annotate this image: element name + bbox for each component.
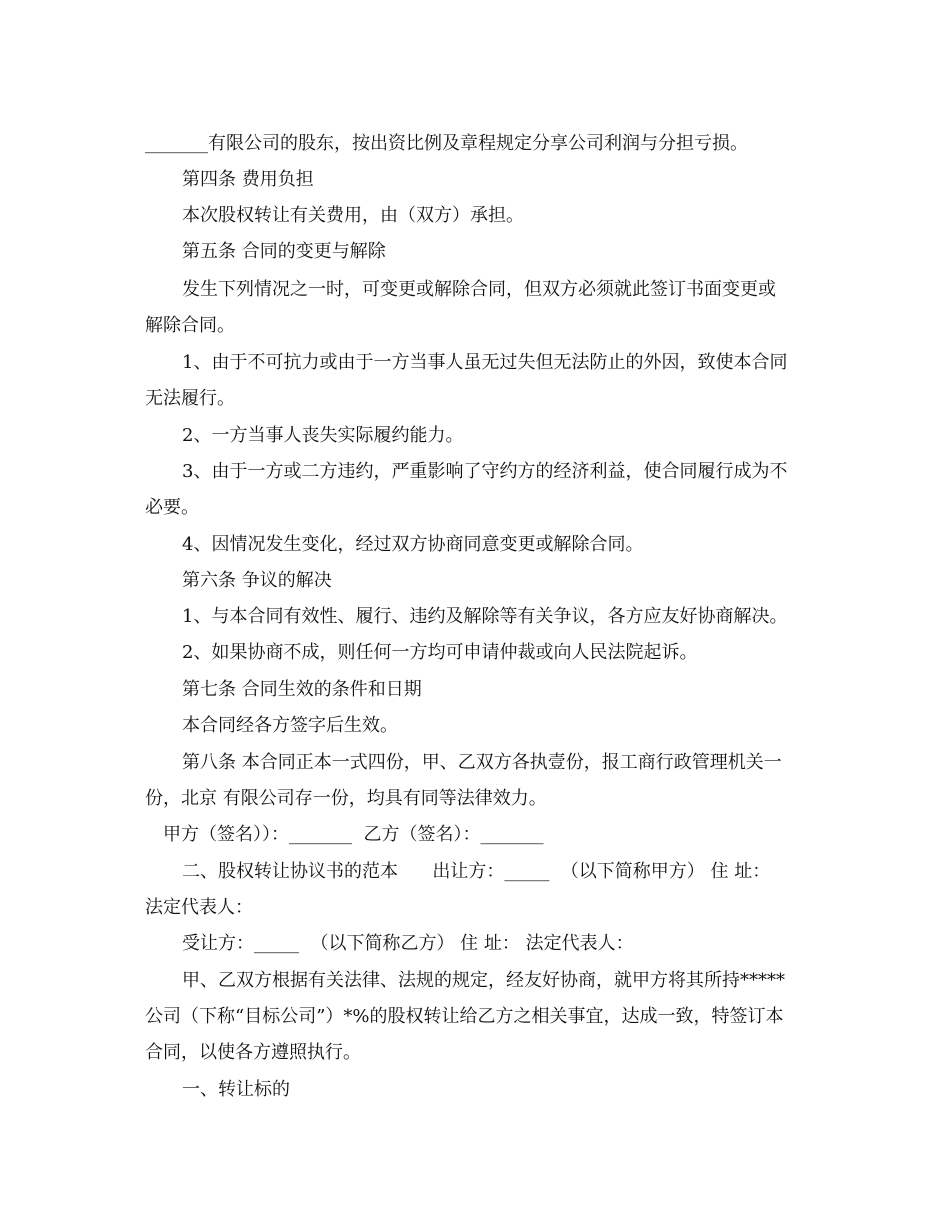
text-line: 发生下列情况之一时，可变更或解除合同，但双方必须就此签订书面变更或 (182, 279, 776, 300)
text-line: 1、由于不可抗力或由于一方当事人虽无过失但无法防止的外因，致使本合同 (182, 352, 788, 373)
section-heading: 第五条 合同的变更与解除 (182, 241, 386, 262)
text-line: _______有限公司的股东，按出资比例及章程规定分享公司利润与分担亏损。 (145, 133, 748, 154)
text-line: 4、因情况发生变化，经过双方协商同意变更或解除合同。 (182, 534, 644, 555)
text-line: 法定代表人： (145, 897, 253, 918)
text-line: 2、如果协商不成，则任何一方均可申请仲裁或向人民法院起诉。 (182, 642, 698, 663)
text-line: 甲、乙双方根据有关法律、法规的规定，经友好协商，就甲方将其所持***** (182, 970, 785, 991)
text-line: 本合同经各方签字后生效。 (182, 715, 398, 736)
text-line: 受让方：_____ （以下简称乙方） 住 址： 法定代表人： (182, 933, 634, 954)
text-line: 合同，以使各方遵照执行。 (145, 1042, 361, 1063)
section-heading: 第六条 争议的解决 (182, 570, 332, 591)
section-heading: 第四条 费用负担 (182, 169, 314, 190)
text-line: 第八条 本合同正本一式四份，甲、乙双方各执壹份，报工商行政管理机关一 (182, 752, 782, 773)
text-line: 2、一方当事人丧失实际履约能力。 (182, 425, 464, 446)
text-line: 本次股权转让有关费用，由（双方）承担。 (182, 205, 524, 226)
text-line: 份，北京 有限公司存一份，均具有同等法律效力。 (145, 788, 547, 809)
text-line: 无法履行。 (145, 388, 235, 409)
section-heading: 一、转让标的 (182, 1079, 290, 1100)
section-heading: 二、股权转让协议书的范本 出让方：_____ （以下简称甲方） 住 址： (182, 861, 771, 882)
section-heading: 第七条 合同生效的条件和日期 (182, 679, 422, 700)
text-line: 1、与本合同有效性、履行、违约及解除等有关争议，各方应友好协商解决。 (182, 606, 788, 627)
signature-line: 甲方（签名））：_______ 乙方（签名）：_______ (163, 824, 544, 845)
text-line: 3、由于一方或二方违约，严重影响了守约方的经济利益，使合同履行成为不 (182, 461, 788, 482)
text-line: 公司（下称“目标公司”）*%的股权转让给乙方之相关事宜，达成一致，特签订本 (145, 1006, 784, 1027)
text-line: 必要。 (145, 497, 199, 518)
text-line: 解除合同。 (145, 315, 235, 336)
